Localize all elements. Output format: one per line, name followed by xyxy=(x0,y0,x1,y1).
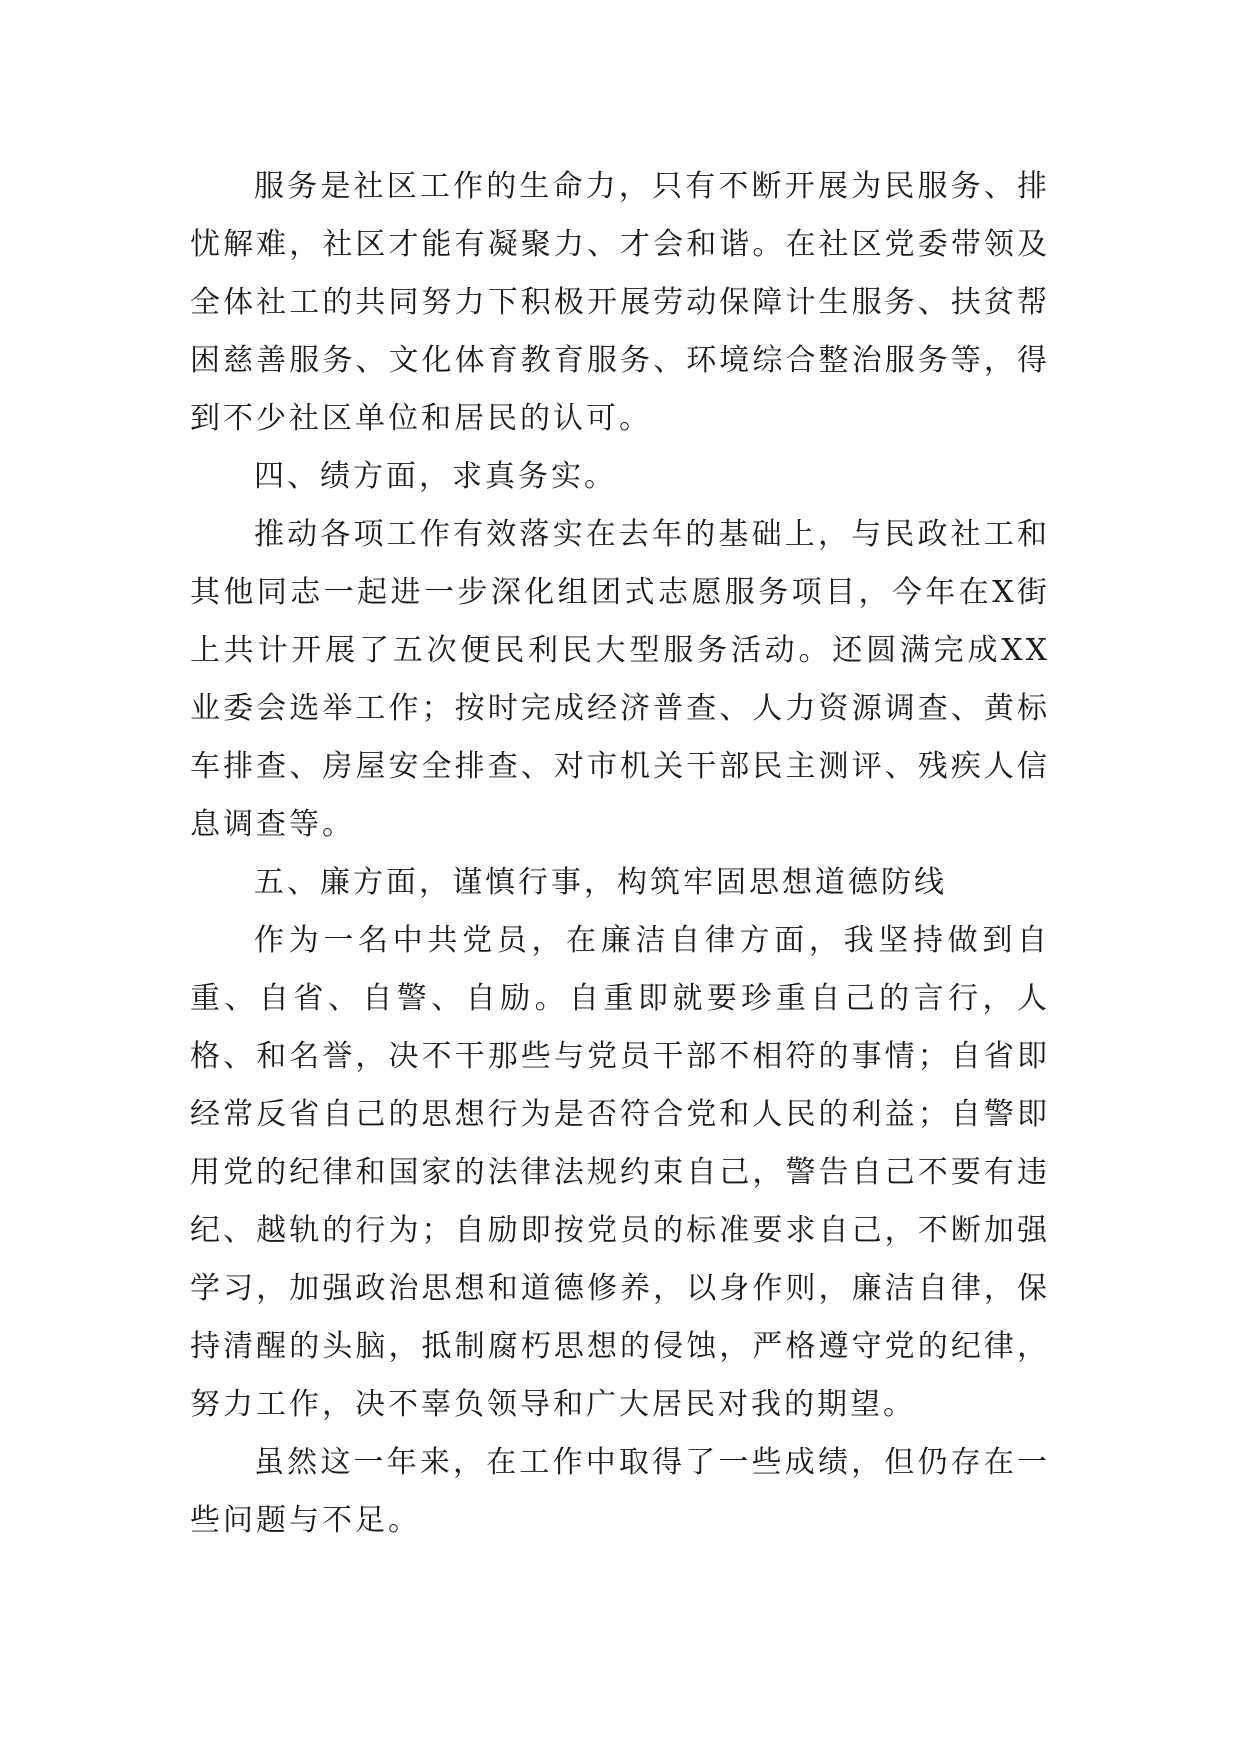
document-body xyxy=(190,158,1050,1550)
paragraph-self-discipline: 作为一名中共党员，在廉洁自律方面，我坚持做到自重、自省、自警、自励。自重即就要珍重自己的言行，人格、和名誉，决不干那些与党员干部不相符的事情；自省即经常反省自己的思想行为是否符合党和人民的利益；自警即用党的纪律和国家的法律法规约束自己，警告自己不要有违纪、越轨的行为；自励即按党员的标准要求自己，不断加强学习，加强政治思想和道德修养，以身作则，廉洁自律，保持清醒的头脑，抵制腐朽思想的侵蚀，严格遵守党的纪律，努力工作，决不辜负领导和广大居民对我的期望。 xyxy=(190,923,1050,1422)
paragraph-shortcomings: 虽然这一年来，在工作中取得了一些成绩，但仍存在一些问题与不足。 xyxy=(190,1445,1050,1538)
paragraph-work-implementation: 推动各项工作有效落实在去年的基础上，与民政社工和其他同志一起进一步深化组团式志愿服务项目，今年在X街上共计开展了五次便民利民大型服务活动。还圆满完成XX业委会选举工作；按时完成经济普查、人力资源调查、黄标车排查、房屋安全排查、对市机关干部民主测评、残疾人信息调查等。 xyxy=(190,517,1050,842)
paragraph-community-service: 服务是社区工作的生命力，只有不断开展为民服务、排忧解难，社区才能有凝聚力、才会和谐。在社区党委带领及全体社工的共同努力下积极开展劳动保障计生服务、扶贫帮困慈善服务、文化体育教育服务、环境综合整治服务等，得到不少社区单位和居民的认可。 xyxy=(190,169,1050,436)
section-heading-performance: 四、绩方面，求真务实。 xyxy=(254,459,617,494)
section-heading-integrity: 五、廉方面，谨慎行事，构筑牢固思想道德防线 xyxy=(254,865,947,900)
